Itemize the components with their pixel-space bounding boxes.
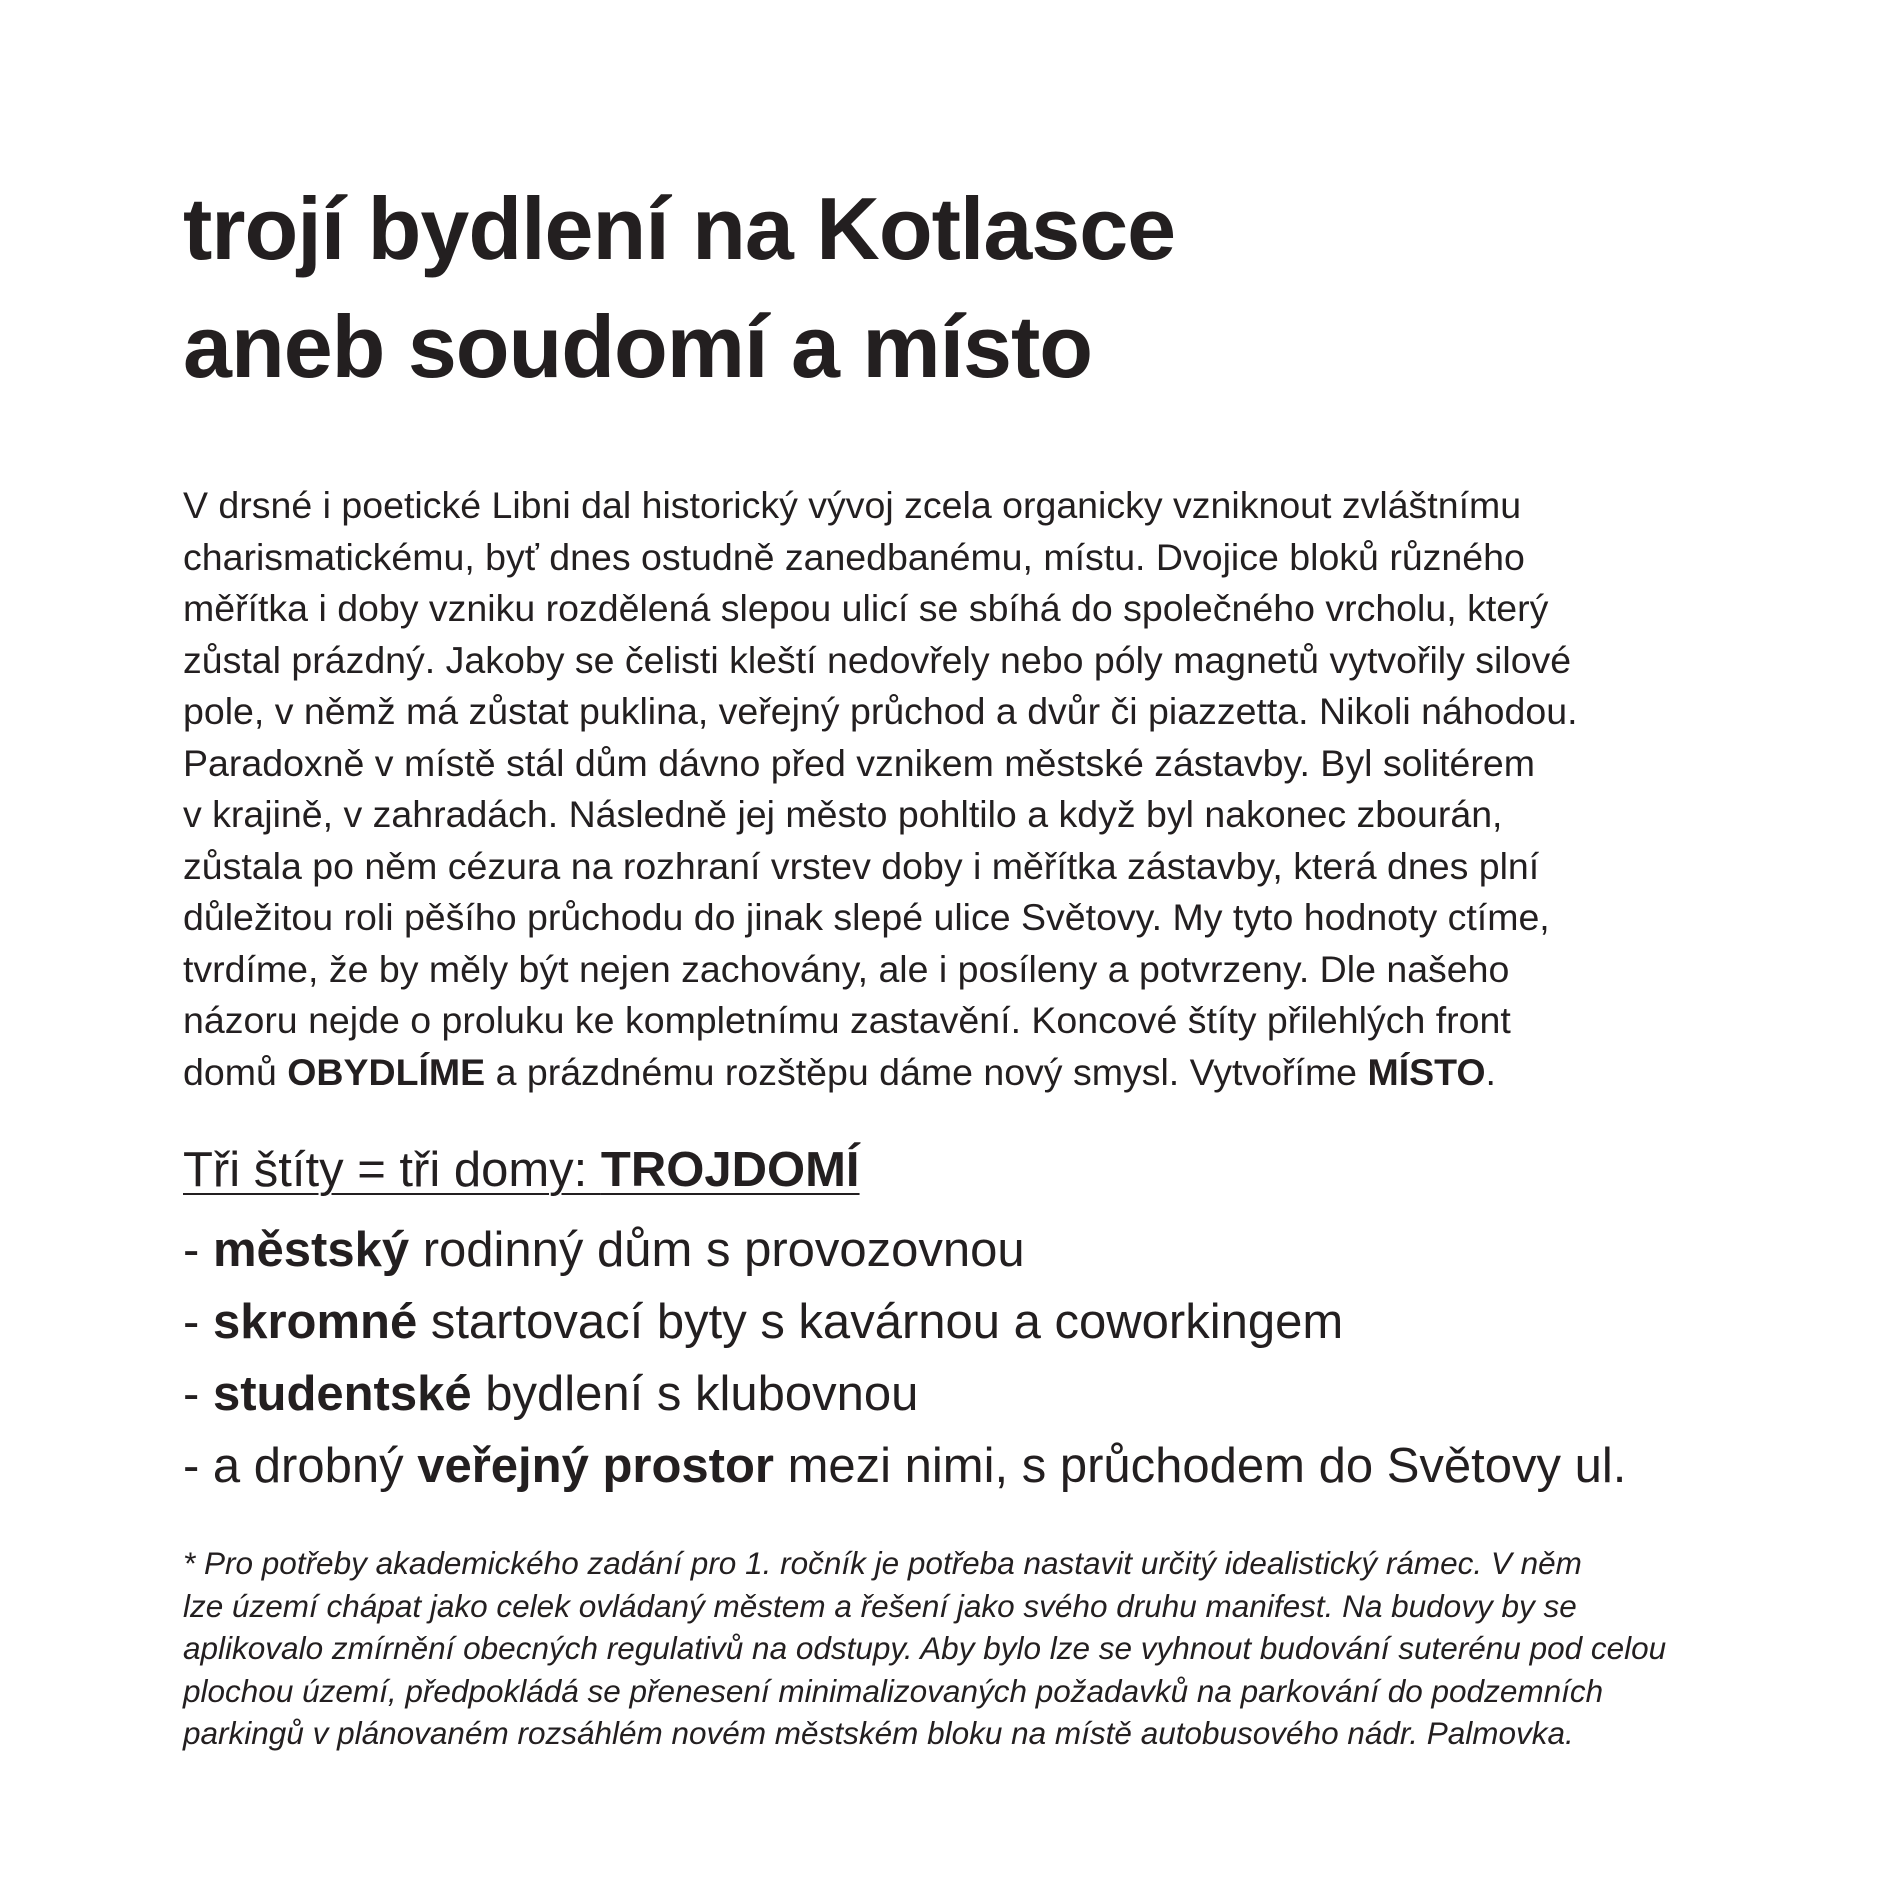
- intro-line: v krajině, v zahradách. Následně jej město pohltilo a když byl nakonec zbourán,: [183, 793, 1503, 835]
- list-item-text: startovací byty s kavárnou a coworkingem: [417, 1295, 1344, 1349]
- page-title: [183, 170, 1743, 406]
- intro-line: měřítka i doby vzniku rozdělená slepou ulicí se sbíhá do společného vrcholu, který: [183, 587, 1549, 629]
- intro-line: V drsné i poetické Libni dal historický vývoj zcela organicky vzniknout zvláštnímu: [183, 484, 1522, 526]
- list-item-bold: studentské: [212, 1367, 472, 1421]
- footnote-line: * Pro potřeby akademického zadání pro 1. ročník je potřeba nastavit určitý idealistický rámec. V něm: [183, 1545, 1582, 1581]
- title-line-1: trojí bydlení na Kotlasce: [183, 179, 1176, 278]
- intro-paragraph: [183, 480, 1743, 1098]
- list-item: [183, 1430, 1743, 1502]
- list-item-prefix: -: [183, 1367, 213, 1421]
- list-item-text: mezi nimi, s průchodem do Světovy ul.: [773, 1439, 1627, 1493]
- section-heading-prefix: Tři štíty = tři domy:: [183, 1143, 601, 1197]
- footnote-line: aplikovalo zmírnění obecných regulativů na odstupy. Aby bylo lze se vyhnout budování suterénu pod celou: [183, 1630, 1667, 1666]
- list-item-prefix: -: [183, 1295, 213, 1349]
- list-item: [183, 1358, 1743, 1430]
- intro-last-line: [183, 1047, 1743, 1099]
- program-list: [183, 1214, 1743, 1502]
- list-item-bold: skromné: [212, 1295, 418, 1349]
- footnote-line: plochou území, předpokládá se přenesení minimalizovaných požadavků na parkování do podzemních: [183, 1672, 1604, 1709]
- emphasis-misto: MÍSTO: [1367, 1050, 1486, 1093]
- footnote-line: lze území chápat jako celek ovládaný městem a řešení jako svého druhu manifest. Na budovy by se: [183, 1587, 1577, 1624]
- section-heading: [183, 1140, 1743, 1200]
- intro-line: charismatickému, byť dnes ostudně zanedbanému, místu. Dvojice bloků různého: [183, 535, 1525, 578]
- intro-line: tvrdíme, že by měly být nejen zachovány, ale i posíleny a potvrzeny. Dle našeho: [183, 947, 1510, 990]
- section-heading-bold: TROJDOMÍ: [600, 1143, 860, 1197]
- intro-line: pole, v němž má zůstat puklina, veřejný průchod a dvůr či piazzetta. Nikoli náhodou.: [183, 690, 1578, 732]
- title-line-2: aneb soudomí a místo: [183, 297, 1093, 396]
- intro-text: .: [1485, 1050, 1496, 1093]
- list-item-bold: městský: [212, 1223, 410, 1277]
- emphasis-obydlime: OBYDLÍME: [287, 1050, 486, 1093]
- list-item-prefix: -: [183, 1223, 213, 1277]
- intro-line: zůstala po něm cézura na rozhraní vrstev doby i měřítka zástavby, která dnes plní: [183, 844, 1540, 887]
- list-item-text: bydlení s klubovnou: [471, 1367, 919, 1421]
- intro-line: názoru nejde o proluku ke kompletnímu zastavění. Koncové štíty přilehlých front: [183, 999, 1511, 1041]
- intro-text: domů: [183, 1050, 288, 1093]
- list-item-bold: veřejný prostor: [417, 1439, 774, 1493]
- list-item: [183, 1214, 1743, 1286]
- footnote-line: parkingů v plánovaném rozsáhlém novém městském bloku na místě autobusového nádr. Palmovka.: [183, 1715, 1574, 1751]
- intro-line: důležitou roli pěšího průchodu do jinak slepé ulice Světovy. My tyto hodnoty ctíme,: [183, 896, 1550, 938]
- list-item-prefix: - a drobný: [183, 1439, 418, 1493]
- intro-text: a prázdnému rozštěpu dáme nový smysl. Vytvoříme: [485, 1050, 1368, 1093]
- list-item-text: rodinný dům s provozovnou: [409, 1223, 1025, 1277]
- intro-line: Paradoxně v místě stál dům dávno před vznikem městské zástavby. Byl solitérem: [183, 741, 1535, 784]
- intro-line: zůstal prázdný. Jakoby se čelisti kleští nedovřely nebo póly magnetů vytvořily silové: [183, 638, 1572, 681]
- footnote: [183, 1542, 1743, 1755]
- document-page: [183, 170, 1743, 1755]
- list-item: [183, 1286, 1743, 1358]
